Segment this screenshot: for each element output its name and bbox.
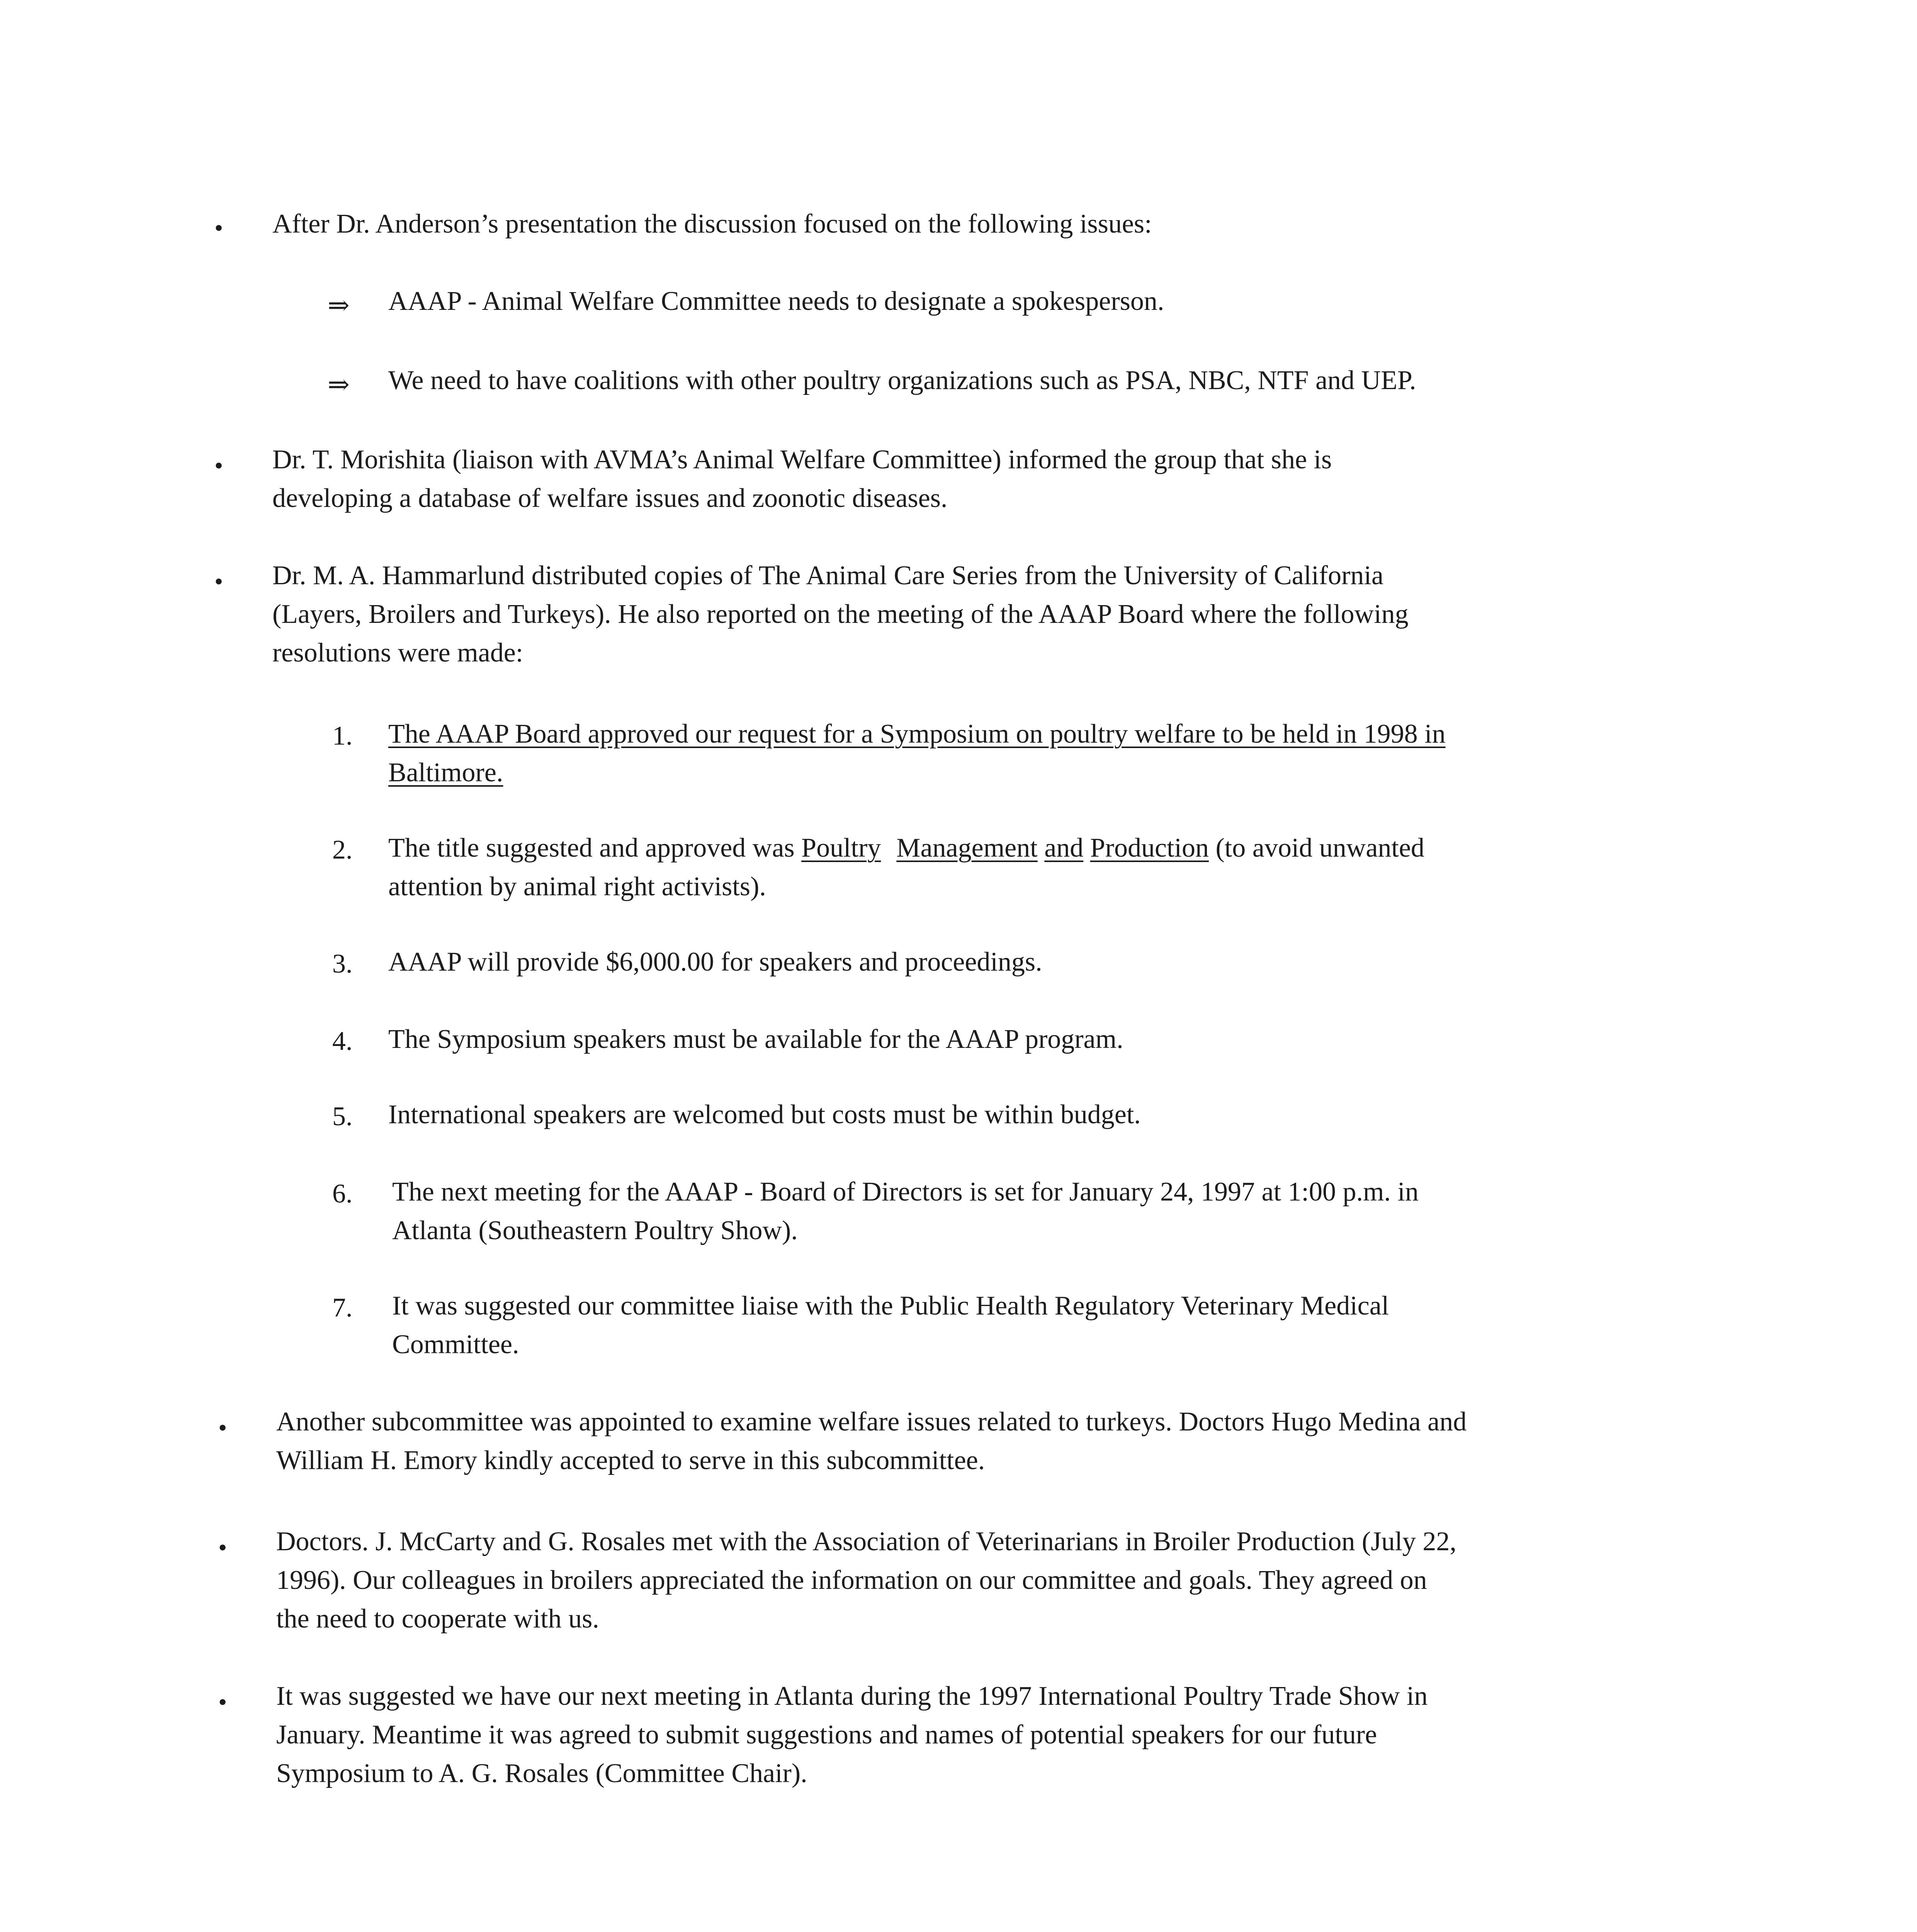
bullet-icon: •	[214, 568, 223, 595]
text-line: 1996). Our colleagues in broilers appreciated the information on our committee and goals. They agreed on	[276, 1565, 1427, 1595]
underlined-word: Management	[896, 833, 1038, 863]
text-run: (to avoid unwanted	[1209, 833, 1424, 863]
resolution-number: 7.	[332, 1293, 353, 1323]
resolution-7-text	[392, 1287, 1389, 1364]
resolution-4-text	[388, 1020, 1123, 1059]
bullet-anderson-text	[272, 205, 1152, 243]
text-line: It was suggested our committee liaise with the Public Health Regulatory Veterinary Medical	[392, 1291, 1389, 1321]
bullet-subcommittee-text	[276, 1403, 1467, 1480]
text-line: Another subcommittee was appointed to examine welfare issues related to turkeys. Doctors Hugo Medina and	[276, 1407, 1467, 1437]
text-line: Baltimore.	[388, 758, 503, 787]
resolution-number: 3.	[332, 949, 353, 979]
text-line: Atlanta (Southeastern Poultry Show).	[392, 1216, 798, 1245]
text-line	[388, 829, 1424, 867]
text-line: Symposium to A. G. Rosales (Committee Chair).	[276, 1759, 807, 1788]
text-line: Dr. T. Morishita (liaison with AVMA’s Animal Welfare Committee) informed the group that she is	[272, 445, 1332, 474]
bullet-icon: •	[214, 452, 223, 479]
resolution-number: 6.	[332, 1179, 353, 1209]
bullet-morishita-text	[272, 440, 1332, 518]
text-line: Dr. M. A. Hammarlund distributed copies of The Animal Care Series from the University of California	[272, 561, 1383, 590]
subitem-coalitions	[388, 361, 1416, 400]
text-line: AAAP - Animal Welfare Committee needs to designate a spokesperson.	[388, 286, 1164, 316]
text-line: (Layers, Broilers and Turkeys). He also reported on the meeting of the AAAP Board where the following	[272, 599, 1409, 629]
text-line: Committee.	[392, 1330, 519, 1359]
bullet-icon: •	[218, 1534, 227, 1561]
bullet-mccarty-text	[276, 1522, 1456, 1638]
underlined-word: Production	[1090, 833, 1209, 863]
text-run: The title suggested and approved was	[388, 833, 802, 863]
text-line: The AAAP Board approved our request for a Symposium on poultry welfare to be held in 1998 in	[388, 719, 1446, 749]
text-line: attention by animal right activists).	[388, 872, 766, 901]
bullet-icon: •	[218, 1688, 227, 1716]
text-line: developing a database of welfare issues and zoonotic diseases.	[272, 483, 948, 513]
text-line: We need to have coalitions with other poultry organizations such as PSA, NBC, NTF and UEP.	[388, 366, 1416, 395]
text-line: William H. Emory kindly accepted to serve in this subcommittee.	[276, 1446, 985, 1475]
resolution-number: 2.	[332, 835, 353, 865]
text-line: International speakers are welcomed but costs must be within budget.	[388, 1100, 1141, 1129]
text-line: The next meeting for the AAAP - Board of Directors is set for January 24, 1997 at 1:00 p.m. in	[392, 1177, 1419, 1207]
resolution-number: 5.	[332, 1102, 353, 1131]
subitem-spokesperson	[388, 282, 1164, 321]
text-line: the need to cooperate with us.	[276, 1604, 599, 1634]
resolution-number: 1.	[332, 721, 353, 751]
text-line: The Symposium speakers must be available for the AAAP program.	[388, 1024, 1123, 1054]
text-line: It was suggested we have our next meeting in Atlanta during the 1997 International Poultry Trade Show in	[276, 1681, 1428, 1711]
resolution-6-text	[392, 1173, 1419, 1250]
resolution-2-text	[388, 829, 1424, 906]
text-line: January. Meantime it was agreed to submit suggestions and names of potential speakers for our future	[276, 1720, 1377, 1750]
bullet-next-meeting-text	[276, 1677, 1428, 1793]
text-line: After Dr. Anderson’s presentation the discussion focused on the following issues:	[272, 209, 1152, 239]
bullet-hammarlund-text	[272, 556, 1409, 672]
resolution-1-text	[388, 715, 1446, 792]
arrow-icon: ⇒	[328, 291, 350, 320]
text-line: Doctors. J. McCarty and G. Rosales met with the Association of Veterinarians in Broiler Production (July 22,	[276, 1527, 1456, 1556]
text-line: AAAP will provide $6,000.00 for speakers and proceedings.	[388, 947, 1042, 977]
bullet-icon: •	[214, 214, 223, 242]
arrow-icon: ⇒	[328, 370, 350, 399]
underlined-word: Poultry	[801, 833, 881, 863]
resolution-5-text	[388, 1095, 1141, 1134]
underlined-word: and	[1044, 833, 1084, 863]
resolution-number: 4.	[332, 1026, 353, 1056]
bullet-icon: •	[218, 1414, 227, 1441]
text-line: resolutions were made:	[272, 638, 523, 668]
resolution-3-text	[388, 943, 1042, 981]
